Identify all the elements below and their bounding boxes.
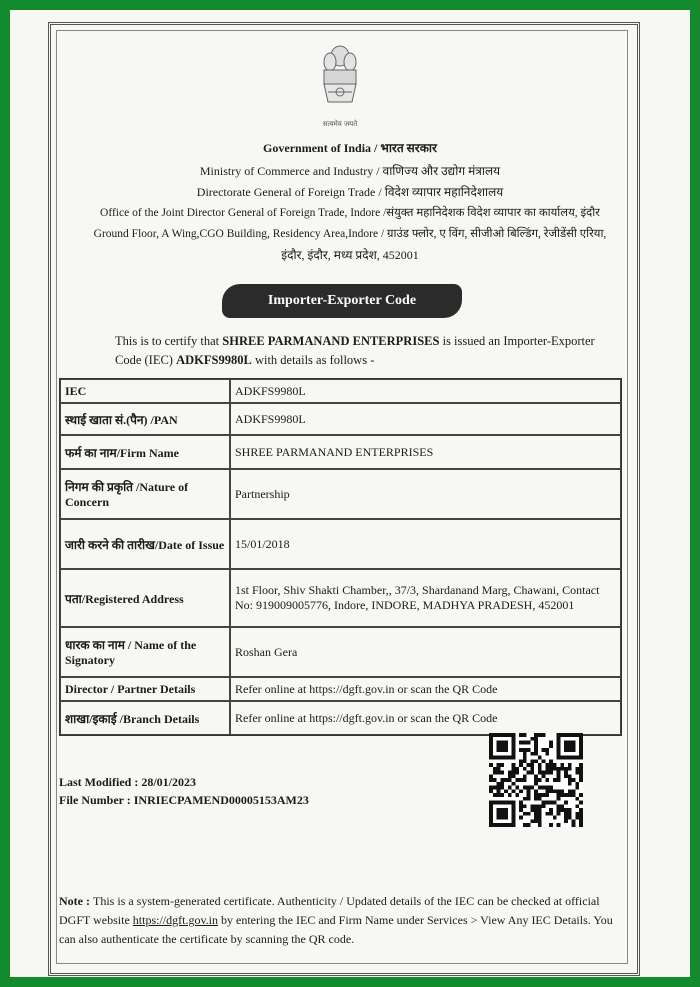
table-row <box>60 701 621 735</box>
row-label-director: Director / Partner Details <box>60 677 230 701</box>
certificate-title-banner: Importer-Exporter Code <box>222 284 462 318</box>
file-number: File Number : INRIECPAMEND00005153AM23 <box>59 793 309 807</box>
row-label-firm-name: फर्म का नाम/Firm Name <box>60 435 230 469</box>
dgft-link[interactable]: https://dgft.gov.in <box>132 913 219 927</box>
table-row <box>60 469 621 519</box>
row-value-address: 1st Floor, Shiv Shakti Chamber,, 37/3, Shardanand Marg, Chawani, Contact No: 919009005776, Indore, INDORE, MADHYA PRADESH, 452001 <box>230 569 621 627</box>
table-row <box>60 627 621 677</box>
header-office: Office of the Joint Director General of Foreign Trade, Indore /संयुक्त महानिदेशक विदेश व्यापार का कार्यालय, इंदौर <box>100 207 600 219</box>
note-text: Note : This is a system-generated certificate. Authenticity / Updated details of the IEC can be checked at official DGFT website https://dgft.gov.in by entering the IEC and Firm Name under Services > View Any IEC Details. You can also authenticate the certificate by scanning the QR code. <box>59 894 613 946</box>
certified-firm-name: SHREE PARMANAND ENTERPRISES <box>222 334 440 348</box>
table-row <box>60 677 621 701</box>
row-label-address: पता/Registered Address <box>60 569 230 627</box>
header-ministry: Ministry of Commerce and Industry / वाणिज्य और उद्योग मंत्रालय <box>199 164 501 178</box>
table-row <box>60 519 621 569</box>
certified-iec: ADKFS9980L <box>176 353 252 367</box>
row-value-firm-name: SHREE PARMANAND ENTERPRISES <box>230 435 621 469</box>
row-label-nature: निगम की प्रकृति /Nature of Concern <box>60 469 230 519</box>
row-value-date-of-issue: 15/01/2018 <box>230 519 621 569</box>
row-value-iec: ADKFS9980L <box>230 379 621 403</box>
header-address: Ground Floor, A Wing,CGO Building, Residency Area,Indore / ग्राउंड फ्लोर, ए विंग, सीजीओ बिल्डिंग, रेजीडेंसी एरिया, <box>93 228 607 240</box>
row-value-nature: Partnership <box>230 469 621 519</box>
emblem-motto: सत्यमेव जयते <box>322 120 358 128</box>
row-value-branch: Refer online at https://dgft.gov.in or scan the QR Code <box>230 701 621 735</box>
row-value-director: Refer online at https://dgft.gov.in or scan the QR Code <box>230 677 621 701</box>
national-emblem-icon <box>318 42 362 134</box>
table-row <box>60 403 621 435</box>
header-city: इंदौर, इंदौर, मध्य प्रदेश, 452001 <box>281 248 419 262</box>
row-label-pan: स्थाई खाता सं.(पैन) /PAN <box>60 403 230 435</box>
row-label-signatory: धारक का नाम / Name of the Signatory <box>60 627 230 677</box>
certification-statement: This is to certify that SHREE PARMANAND ENTERPRISES is issued an Importer-Exporter Code (IEC) ADKFS9980L with details as follows - <box>115 334 595 367</box>
header-directorate: Directorate General of Foreign Trade / विदेश व्यापार महानिदेशालय <box>196 185 504 199</box>
row-value-signatory: Roshan Gera <box>230 627 621 677</box>
table-row <box>60 379 621 403</box>
last-modified: Last Modified : 28/01/2023 <box>59 775 196 789</box>
header-government: Government of India / भारत सरकार <box>263 141 437 155</box>
row-label-date-of-issue: जारी करने की तारीख/Date of Issue <box>60 519 230 569</box>
table-row <box>60 569 621 627</box>
row-label-iec: IEC <box>60 379 230 403</box>
note-label: Note : <box>59 894 93 908</box>
row-value-pan: ADKFS9980L <box>230 403 621 435</box>
row-label-branch: शाखा/इकाई /Branch Details <box>60 701 230 735</box>
iec-details-table <box>59 378 622 736</box>
qr-code-icon[interactable] <box>489 733 583 827</box>
table-row <box>60 435 621 469</box>
